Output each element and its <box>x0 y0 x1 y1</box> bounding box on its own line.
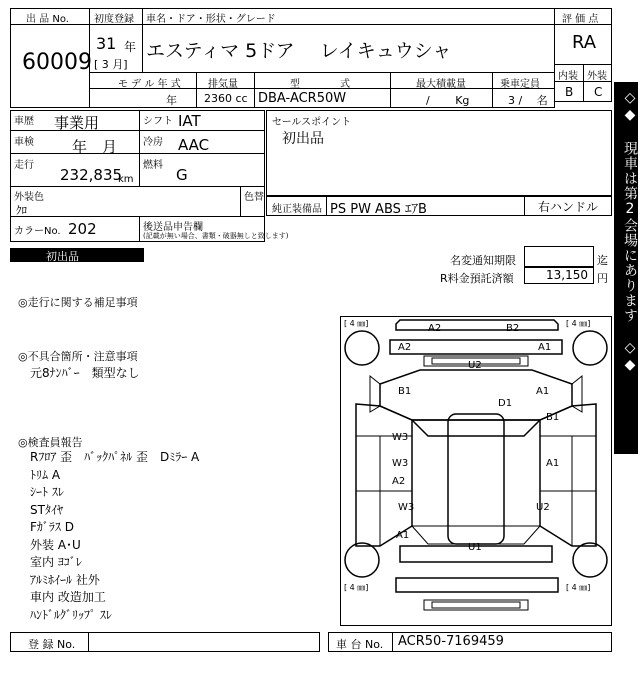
mark-u1: U1 <box>468 542 482 553</box>
defects-text: 元8ﾅﾝﾊﾞｰ 類型なし <box>30 366 140 380</box>
fuel-value: G <box>176 166 188 184</box>
tire-label-fr: [ 4 ㎜] <box>566 319 591 328</box>
mark-b2-top: B2 <box>506 323 520 334</box>
capacity-label: 乗車定員 <box>500 79 540 90</box>
exterior-grade: C <box>594 85 603 99</box>
mark-a2-top: A2 <box>428 323 442 334</box>
inspector-line: ｼｰﾄ ｽﾚ <box>30 485 64 499</box>
repaint-label: 色替 <box>244 192 264 203</box>
tire-rr <box>573 543 607 577</box>
model-year-unit: 年 <box>166 94 177 107</box>
inspector-list <box>30 448 310 623</box>
ext-color-value: ｸﾛ <box>16 204 27 217</box>
mark-a1-right: A1 <box>536 386 550 397</box>
inspector-line: Rﾌﾛｱ 歪 ﾊﾞｯｸﾊﾟﾈﾙ 歪 Dﾐﾗｰ A <box>30 450 200 464</box>
interior-label: 内装 <box>558 71 578 82</box>
sales-point-value: 初出品 <box>282 131 324 147</box>
recycle-unit: 円 <box>597 272 608 285</box>
model-year-label: モ デ ル 年 式 <box>118 79 181 90</box>
equipment-value: PS PW ABS ｴｱB <box>330 202 427 217</box>
mileage-label: 走行 <box>14 160 34 171</box>
type-value: DBA-ACR50W <box>258 91 347 106</box>
after-label: 後送品申告欄 <box>143 222 203 233</box>
mark-u2-hood: U2 <box>468 360 482 371</box>
capacity: 3 / 名 <box>508 94 548 107</box>
history-value: 事業用 <box>54 114 100 132</box>
sales-point-label: セールスポイント <box>272 117 352 128</box>
tire-label-fl: [ 4 ㎜] <box>344 319 369 328</box>
first-reg-label: 初度登録 <box>94 14 134 25</box>
first-reg-month: [ 3 月] <box>94 58 128 71</box>
lot-label: 出 品 No. <box>26 14 69 25</box>
car-diagram <box>340 316 612 626</box>
inspector-line: 外装 A･U <box>30 537 81 552</box>
color-no-value: 202 <box>68 220 97 238</box>
inspection-label: 車検 <box>14 137 34 148</box>
reg-label: 登 録 No. <box>28 638 76 651</box>
chassis-label: 車 台 No. <box>336 638 384 651</box>
tire-fr <box>573 331 607 365</box>
tire-rl <box>345 543 379 577</box>
inspector-line: STﾀｲﾔ <box>30 502 63 517</box>
mark-w3-2: W3 <box>392 458 409 469</box>
inspector-line: 室内 ﾖｺﾞﾚ <box>30 555 82 569</box>
inspector-line: ｱﾙﾐﾎｲｰﾙ 社外 <box>30 572 100 587</box>
inspector-line: 車内 改造加工 <box>30 590 106 604</box>
inspector-line: ﾊﾝﾄﾞﾙｸﾞﾘｯﾌﾟ ｽﾚ <box>30 607 112 622</box>
chassis-value: ACR50-7169459 <box>398 634 504 649</box>
mark-d1: D1 <box>498 398 513 409</box>
side-banner-text: ◇◆ 現車は第2会場にあります ◇◆ <box>622 90 638 374</box>
recycle-label: R料金預託済額 <box>440 272 514 285</box>
max-load-label: 最大積載量 <box>416 79 466 90</box>
tire-label-rl: [ 4 ㎜] <box>344 583 369 592</box>
mark-a2-bumper: A2 <box>398 342 412 353</box>
fuel-label: 燃料 <box>143 160 163 171</box>
inspector-label: ◎検査員報告 <box>18 436 83 449</box>
ac-label: 冷房 <box>143 137 163 148</box>
mark-a1-left: A1 <box>396 530 410 541</box>
interior-grade: B <box>565 85 574 99</box>
equipment-label: 純正装備品 <box>272 204 322 215</box>
inspector-line: ﾄﾘﾑ A <box>30 467 61 482</box>
shift-label: シフト <box>143 116 173 127</box>
mark-a1-right2: A1 <box>546 458 560 469</box>
mark-b1-right: B1 <box>546 412 560 423</box>
lot-number: 60009 <box>22 50 92 75</box>
tire-fl <box>345 331 379 365</box>
supplement-label: ◎走行に関する補足事項 <box>18 296 138 309</box>
mark-w3-1: W3 <box>392 432 409 443</box>
notice-label: 名変通知期限 <box>450 254 516 267</box>
first-listing-text: 初出品 <box>46 250 79 263</box>
color-no-label: カラーNo. <box>14 226 61 237</box>
defects-label: ◎不具合箇所・注意事項 <box>18 350 138 363</box>
notice-box <box>524 246 594 268</box>
ac-value: AAC <box>178 136 210 154</box>
mark-b1-left: B1 <box>398 386 412 397</box>
type-label: 型 式 <box>290 79 350 90</box>
car-name-label: 車名・ドア・形状・グレード <box>146 14 276 25</box>
car-name: エスティマ 5ドア レイキュウシャ <box>146 40 452 62</box>
mark-a1-bumper: A1 <box>538 342 552 353</box>
history-label: 車歴 <box>14 116 34 127</box>
first-reg-year: 31 <box>96 34 117 53</box>
year-unit: 年 <box>124 40 137 54</box>
recycle-amount: 13,150 <box>546 268 588 282</box>
grade-label: 評 価 点 <box>562 14 599 25</box>
inspector-line: Fｶﾞﾗｽ D <box>30 520 74 534</box>
mark-a2-left: A2 <box>392 476 406 487</box>
mark-w3-3: W3 <box>398 502 415 513</box>
shift-value: IAT <box>178 112 201 130</box>
inspection-value: 年 月 <box>72 138 118 156</box>
tire-label-rr: [ 4 ㎜] <box>566 583 591 592</box>
grade-value: RA <box>572 32 597 53</box>
max-load: / Kg <box>426 94 470 107</box>
mileage-unit: km <box>118 174 134 185</box>
handle-value: 右ハンドル <box>538 200 599 214</box>
notice-unit: 迄 <box>597 254 608 267</box>
exterior-label: 外装 <box>587 71 607 82</box>
mileage-value: 232,835 <box>60 166 123 184</box>
ext-color-label: 外装色 <box>14 192 44 203</box>
mark-u2-right: U2 <box>536 502 550 513</box>
displacement: 2360 cc <box>204 92 248 105</box>
displacement-label: 排気量 <box>208 79 238 90</box>
after-note: (記載が無い場合、書類・破器無しと致します) <box>143 232 289 240</box>
